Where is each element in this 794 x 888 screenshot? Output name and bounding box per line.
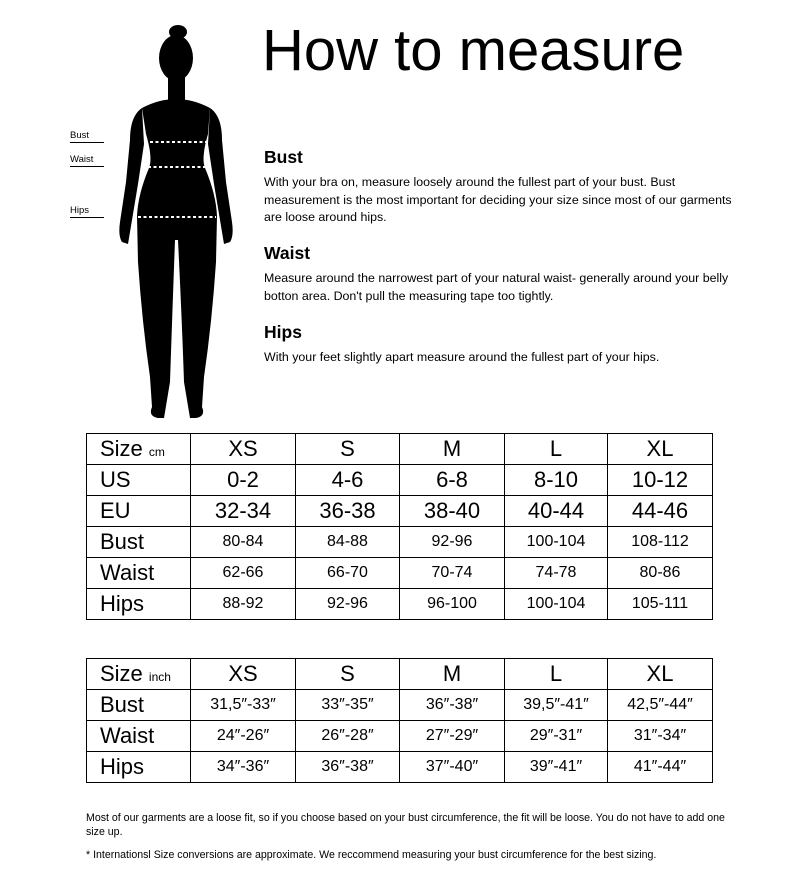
table-header-cell: Size inch <box>87 659 191 690</box>
table-header-cell: M <box>400 434 505 465</box>
table-cell: 10-12 <box>608 465 713 496</box>
section-text: With your bra on, measure loosely around the fullest part of your bust. Bust measurement is the most important for deciding your size since most of our garments are loose around hips. <box>264 175 732 224</box>
table-header-row <box>87 659 713 690</box>
table-cell: 0-2 <box>191 465 296 496</box>
table-cell: 74-78 <box>505 558 608 589</box>
table-row <box>87 589 713 620</box>
table-cell: 70-74 <box>400 558 505 589</box>
table-cell: 34″-36″ <box>191 752 296 783</box>
table-cell: 44-46 <box>608 496 713 527</box>
table-header-cell: L <box>505 659 608 690</box>
size-table-inch <box>86 658 713 783</box>
table-row <box>87 721 713 752</box>
table-row <box>87 690 713 721</box>
table-header-cell: XS <box>191 434 296 465</box>
section-heading: Waist <box>264 243 311 263</box>
table-cell: 36-38 <box>296 496 400 527</box>
table-cell: 100-104 <box>505 589 608 620</box>
section-text: With your feet slightly apart measure around the fullest part of your hips. <box>264 350 660 364</box>
table-cell: 80-86 <box>608 558 713 589</box>
table-cell: 6-8 <box>400 465 505 496</box>
table-cell: 92-96 <box>296 589 400 620</box>
page-title: How to measure <box>262 18 685 83</box>
table-cell: 38-40 <box>400 496 505 527</box>
table-cell: 105-111 <box>608 589 713 620</box>
table-cell: 108-112 <box>608 527 713 558</box>
table-cell: 26″-28″ <box>296 721 400 752</box>
table-cell: 27″-29″ <box>400 721 505 752</box>
table-row <box>87 496 713 527</box>
row-header: Bust <box>87 690 191 721</box>
table-row <box>87 558 713 589</box>
row-header: Hips <box>87 589 191 620</box>
figure-label-hips: Hips <box>70 206 104 218</box>
section-heading: Bust <box>264 147 303 167</box>
table-cell: 41″-44″ <box>608 752 713 783</box>
table-header-cell: XS <box>191 659 296 690</box>
table-header-cell: XL <box>608 659 713 690</box>
section-bust <box>264 147 734 227</box>
table-header-cell: S <box>296 659 400 690</box>
table-cell: 39,5″-41″ <box>505 690 608 721</box>
table-header-cell: M <box>400 659 505 690</box>
table-cell: 96-100 <box>400 589 505 620</box>
table-cell: 40-44 <box>505 496 608 527</box>
row-header: Bust <box>87 527 191 558</box>
table-cell: 66-70 <box>296 558 400 589</box>
table-cell: 39″-41″ <box>505 752 608 783</box>
row-header: Waist <box>87 721 191 752</box>
table-cell: 8-10 <box>505 465 608 496</box>
table-header-cell: Size cm <box>87 434 191 465</box>
row-header: Waist <box>87 558 191 589</box>
table-header-row <box>87 434 713 465</box>
table-cell: 88-92 <box>191 589 296 620</box>
size-table-cm <box>86 433 713 620</box>
table-row <box>87 752 713 783</box>
section-hips <box>264 322 734 367</box>
section-heading: Hips <box>264 322 302 342</box>
fit-note: Most of our garments are a loose fit, so if you choose based on your bust circumference, the fit will be loose. You do not have to add one size up. <box>86 812 725 838</box>
table-cell: 100-104 <box>505 527 608 558</box>
table-cell: 62-66 <box>191 558 296 589</box>
table-cell: 32-34 <box>191 496 296 527</box>
table-cell: 80-84 <box>191 527 296 558</box>
conversion-note: * Internationsl Size conversions are approximate. We reccommend measuring your bust circumference for the best sizing. <box>86 849 657 861</box>
table-cell: 29″-31″ <box>505 721 608 752</box>
table-cell: 4-6 <box>296 465 400 496</box>
table-row <box>87 465 713 496</box>
table-row <box>87 527 713 558</box>
figure-label-bust: Bust <box>70 131 104 143</box>
table-cell: 31″-34″ <box>608 721 713 752</box>
figure-label-waist: Waist <box>70 155 104 167</box>
table-cell: 36″-38″ <box>296 752 400 783</box>
table-header-cell: XL <box>608 434 713 465</box>
table-cell: 36″-38″ <box>400 690 505 721</box>
female-silhouette-icon <box>112 22 242 424</box>
section-text: Measure around the narrowest part of your natural waist- generally around your belly botton area. Don't pull the measuring tape too tightly. <box>264 271 729 303</box>
row-header: Hips <box>87 752 191 783</box>
table-header-cell: S <box>296 434 400 465</box>
table-header-cell: L <box>505 434 608 465</box>
table-cell: 37″-40″ <box>400 752 505 783</box>
table-cell: 92-96 <box>400 527 505 558</box>
table-cell: 84-88 <box>296 527 400 558</box>
table-cell: 33″-35″ <box>296 690 400 721</box>
table-cell: 24″-26″ <box>191 721 296 752</box>
table-cell: 42,5″-44″ <box>608 690 713 721</box>
row-header: US <box>87 465 191 496</box>
row-header: EU <box>87 496 191 527</box>
section-waist <box>264 243 734 305</box>
table-cell: 31,5″-33″ <box>191 690 296 721</box>
